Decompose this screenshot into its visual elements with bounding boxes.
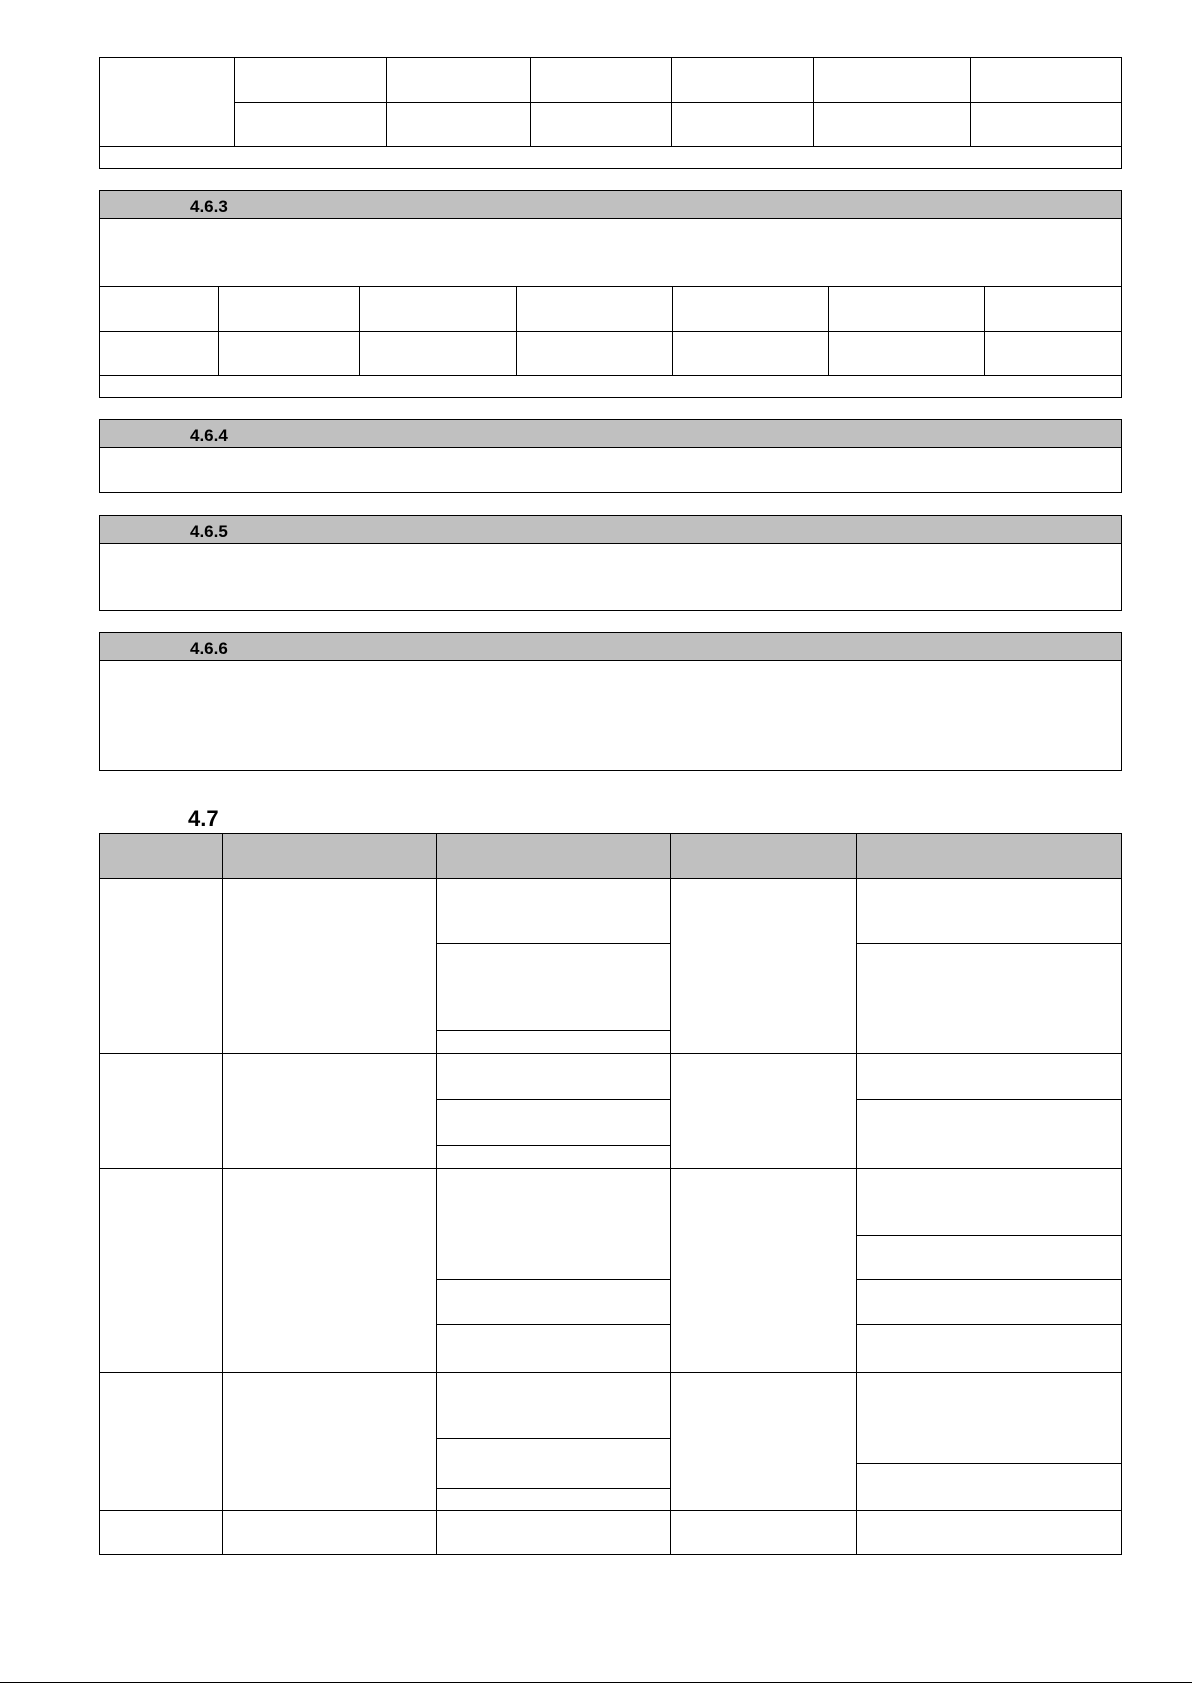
table-header-row: [100, 834, 1121, 878]
section-4-7-title: 4.7: [188, 806, 219, 831]
section-number: 4.6.4: [190, 426, 228, 445]
section-number: 4.6.5: [190, 522, 228, 541]
section-header: [100, 516, 1121, 544]
section-4-7-table: [99, 833, 1122, 1555]
section-header: [100, 633, 1121, 661]
section-4-6-5: [99, 515, 1122, 611]
section-number: 4.6.3: [190, 197, 228, 216]
section-header: [100, 420, 1121, 448]
section-4-6-6: [99, 632, 1122, 771]
section-number: 4.6.6: [190, 639, 228, 658]
top-continuation-table: [99, 57, 1122, 169]
section-4-6-4: [99, 419, 1122, 493]
section-header: [100, 191, 1121, 219]
section-4-6-3: [99, 190, 1122, 398]
page-bottom-rule: [0, 1682, 1192, 1683]
